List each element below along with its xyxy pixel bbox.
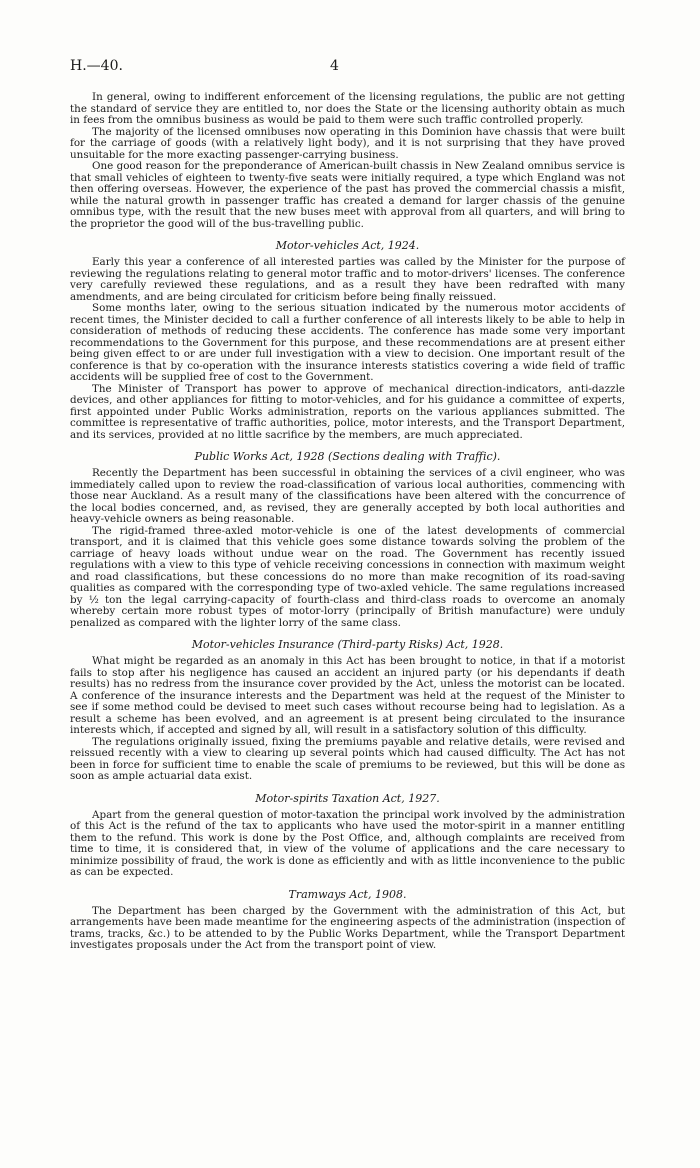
section-heading: Motor-spirits Taxation Act, 1927. — [255, 791, 440, 805]
body-paragraph: The Department has been charged by the Government with the administration of this Act, but arrangements have been made meantime for the engineering aspects of the administration (inspection of trams, tracks, &c.) to be attended to by the Public Works Department, while the Transport Department investigates proposals under the Act from the transport point of view. — [70, 904, 625, 951]
section-heading: Motor-vehicles Insurance (Third-party Risks) Act, 1928. — [191, 638, 504, 651]
body-paragraph: Some months later, owing to the serious situation indicated by the numerous motor accidents of recent times, the Minister decided to call a further conference of all interests likely to be able to help in consideration of methods of reducing these accidents. The conference has made some very important recommendations to the Government for this purpose, and these recommendations are at present either being given effect to or are under full investigation with a view to decision. One important result of the conference is that by co-operation with the insurance interests statistics covering a wide field of traffic accidents will be supplied free of cost to the Government. — [70, 302, 625, 383]
body-paragraph: Recently the Department has been successful in obtaining the services of a civil engineer, who was immediately called upon to review the road-classification of various local authorities, commencing with those near Auckland. As a result many of the classifications have been altered with the concurrence of the local bodies concerned, and, as revised, they are generally accepted by both local authorities and heavy-vehicle owners as being reasonable. — [70, 467, 625, 525]
body-paragraph: The rigid-framed three-axled motor-vehicle is one of the latest developments of commercial transport, and it is claimed that this vehicle goes some distance towards solving the problem of the carriage of heavy loads without undue wear on the road. The Government has recently issued regulations with a view to this type of vehicle receiving concessions in connection with maximum weight and road classifications, but these concessions do no more than make recognition of its road-saving qualities as compared with the corresponding type of two-axled vehicle. The same regulations increased by ½ ton the legal carrying-capacity of fourth-class and third-class roads to overcome an anomaly whereby certain more robust types of motor-lorry (principally of British manufacture) were unduly penalized as compared with the lighter lorry of the same class. — [70, 524, 625, 629]
page-header — [70, 58, 625, 78]
body-paragraph: Early this year a conference of all interested parties was called by the Minister for the purpose of reviewing the regulations relating to general motor traffic and to motor-drivers' licenses. The conference very carefully reviewed these regulations, and as a result they have been redrafted with many amendments, and are being circulated for criticism before being finally reissued. — [70, 256, 625, 303]
body-paragraph: The Minister of Transport has power to approve of mechanical direction-indicators, anti-dazzle devices, and other appliances for fitting to motor-vehicles, and for his guidance a committee of experts, first appointed under Public Works administration, reports on the various appliances submitted. The committee is representative of traffic authorities, police, motor interests, and the Transport Department, and its services, provided at no little sacrifice by the members, are much appreciated. — [70, 382, 625, 441]
section-heading: Public Works Act, 1928 (Sections dealing with Traffic). — [194, 450, 501, 463]
page-number: 4 — [330, 58, 339, 74]
section-heading: Motor-vehicles Act, 1924. — [275, 239, 420, 252]
body-paragraph: One good reason for the preponderance of American-built chassis in New Zealand omnibus service is that small vehicles of eighteen to twenty-five seats were initially required, a type which England was not then offering overseas. However, the experience of the past has proved the commercial chassis a misfit, while the natural growth in passenger traffic has created a demand for larger chassis of the genuine omnibus type, with the result that the new buses meet with approval from all quarters, and will bring to the proprietor the good will of the bus-travelling public. — [70, 160, 625, 230]
body-paragraph: The regulations originally issued, fixing the premiums payable and relative details, were revised and reissued recently with a view to clearing up several points which had caused difficulty. The Act has not been in force for sufficient time to enable the scale of premiums to be reviewed, but this will be done as soon as ample actuarial data exist. — [70, 735, 625, 782]
document-body — [70, 92, 625, 952]
body-paragraph: Apart from the general question of motor-taxation the principal work involved by the administration of this Act is the refund of the tax to applicants who have used the motor-spirit in a manner entitling them to the refund. This work is done by the Post Office, and, although complaints are received from time to time, it is considered that, in view of the volume of applications and the care necessary to minimize possibility of fraud, the work is done as efficiently and with as little inconvenience to the public as can be expected. — [70, 808, 625, 878]
body-paragraph: In general, owing to indifferent enforcement of the licensing regulations, the public are not getting the standard of service they are entitled to, nor does the State or the licensing authority obtain as much in fees from the omnibus business as would be paid to them were such traffic controlled properly. — [70, 91, 625, 126]
section-heading: Tramways Act, 1908. — [288, 887, 407, 901]
body-paragraph: The majority of the licensed omnibuses now operating in this Dominion have chassis that were built for the carriage of goods (with a relatively light body), and it is not surprising that they have proved unsuitable for the more exacting passenger-carrying business. — [70, 125, 625, 161]
document-code: H.—40. — [70, 58, 123, 74]
body-paragraph: What might be regarded as an anomaly in this Act has been brought to notice, in that if a motorist fails to stop after his negligence has caused an accident an injured party (or his dependants if death results) has no redress from the insurance cover provided by the Act, unless the motorist can be located. A conference of the insurance interests and the Department was held at the request of the Minister to see if some method could be devised to meet such cases without recourse being had to legislation. As a result a scheme has been evolved, and an agreement is at present being circulated to the insurance interests which, if accepted and signed by all, will result in a satisfactory solution of this difficulty. — [70, 655, 625, 736]
